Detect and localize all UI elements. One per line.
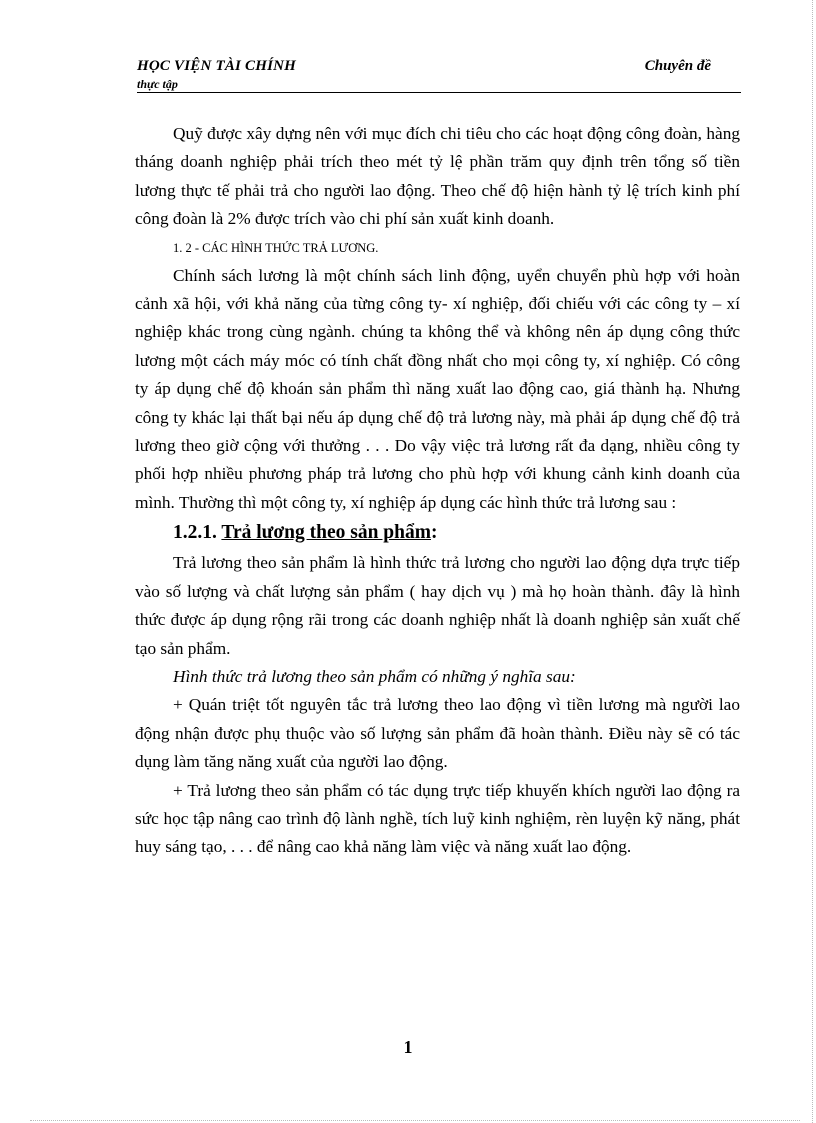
heading-colon: : — [431, 522, 438, 544]
header-topic-continued: thực tập — [137, 77, 178, 91]
page-edge-right — [812, 0, 813, 1123]
paragraph-meaning-intro: Hình thức trả lương theo sản phẩm có những ý nghĩa sau: — [173, 666, 576, 686]
header-school: HỌC VIỆN TÀI CHÍNH — [137, 58, 297, 74]
paragraph-salary-policy: Chính sách lương là một chính sách linh động, uyển chuyển phù hợp với hoàn cảnh xã hội, với khả năng của từng công ty- xí nghiệp, đối chiếu với các công ty – xí nghiệp khác trong cùng ngành. chúng ta không thể và không nên áp dụng công thức lương một cách máy móc có tính chất đồng nhất cho mọi công ty, xí nghiệp. Có công ty áp dụng chế độ khoán sản phẩm thì năng xuất lao động cao, giá thành hạ. Nhưng công ty khác lại thất bại nếu áp dụng chế độ trả lương này, mà phải áp dụng chế độ trả lương theo giờ cộng với thưởng . . . Do vậy việc trả lương rất đa dạng, nhiều công ty phối hợp nhiều phương pháp trả lương cho phù hợp với khung cảnh kinh doanh của mình. Thường thì một công ty, xí nghiệp áp dụng các hình thức trả lương sau : — [135, 265, 740, 512]
page-edge-bottom — [30, 1120, 800, 1121]
section-heading — [135, 517, 740, 549]
paragraph-point-2: + Trả lương theo sản phẩm có tác dụng trực tiếp khuyến khích người lao động ra sức học tập nâng cao trình độ lành nghề, tích luỹ kinh nghiệm, rèn luyện kỹ năng, phát huy sáng tạo, . . . để nâng cao khả năng làm việc và năng xuất lao động. — [135, 780, 740, 857]
header-topic: Chuyên đề — [644, 58, 711, 74]
paragraph-piece-rate: Trả lương theo sản phẩm là hình thức trả lương cho người lao động dựa trực tiếp vào số lượng và chất lượng sản phẩm ( hay dịch vụ ) mà họ hoàn thành. đây là hình thức được áp dụng rộng rãi trong các doanh nghiệp nhất là doanh nghiệp sản xuất chế tạo sản phẩm. — [135, 553, 740, 658]
heading-number: 1.2.1. — [173, 522, 217, 544]
document-body — [135, 120, 740, 862]
paragraph-point-1: + Quán triệt tốt nguyên tắc trả lương theo lao động vì tiền lương mà người lao động nhận được phụ thuộc vào số lượng sản phẩm đã hoàn thành. Điều này sẽ có tác dụng làm tăng năng xuất của người lao động. — [135, 695, 740, 772]
heading-text: Trả lương theo sản phẩm — [221, 522, 431, 544]
page-number: 1 — [403, 1037, 413, 1057]
section-title: 1. 2 - CÁC HÌNH THỨC TRẢ LƯƠNG. — [173, 240, 379, 255]
paragraph-union-fund: Quỹ được xây dựng nên với mục đích chi tiêu cho các hoạt động công đoàn, hàng tháng doanh nghiệp phải trích theo mét tỷ lệ phần trăm quy định trên tổng số tiền lương thực tế phải trả cho người lao động. Theo chế độ hiện hành tỷ lệ trích kinh phí công đoàn là 2% được trích vào chi phí sản xuất kinh doanh. — [135, 124, 740, 229]
page-header — [137, 56, 741, 93]
